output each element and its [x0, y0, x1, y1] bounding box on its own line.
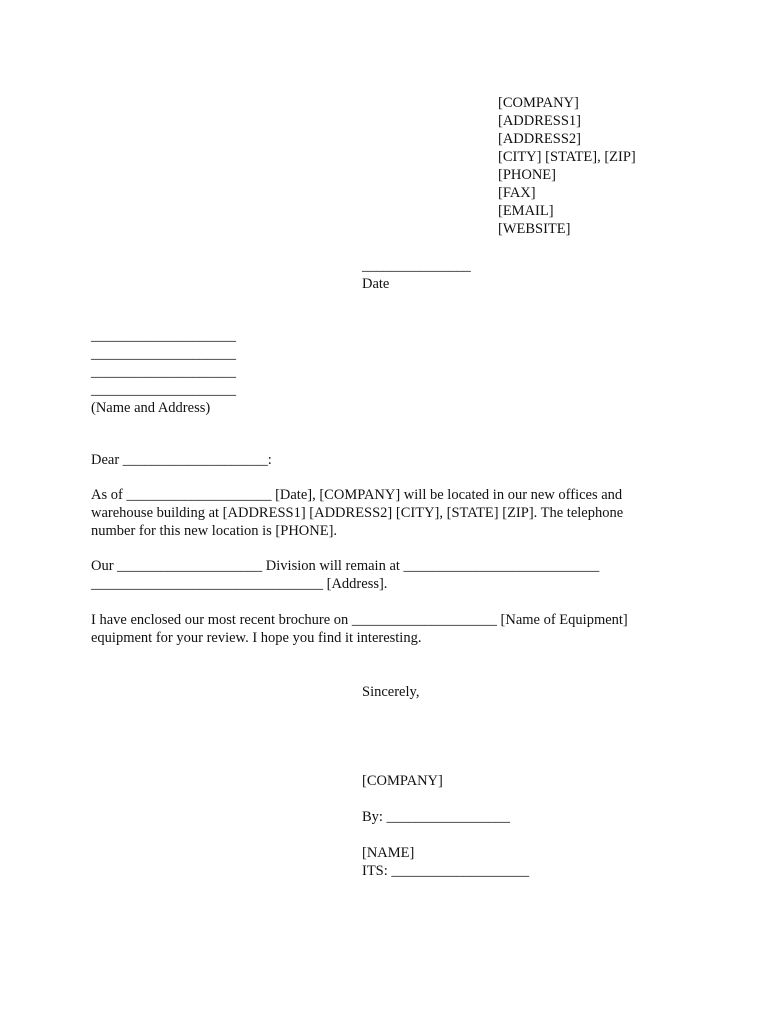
signature-its-text: ITS: ___________________: [362, 863, 530, 879]
body-paragraph-1: As of ____________________ [Date], [COMPANY] will be located in our new offices and warehouse building at [ADDRESS1] [ADDRESS2] [CITY], [STATE] [ZIP]. The telephone number for this new location is [PHONE].: [91, 487, 624, 539]
recipient-blank-line: ____________________: [91, 328, 236, 344]
salutation-text: Dear ____________________:: [91, 452, 272, 468]
body-paragraph-2-line-2: ________________________________ [Address].: [91, 576, 388, 592]
recipient-blank-line: ____________________: [91, 382, 236, 398]
body-paragraph-2: [91, 557, 671, 593]
signature-company: [362, 772, 443, 790]
letterhead-website: [WEBSITE]: [498, 221, 571, 237]
recipient-blank-line: ____________________: [91, 346, 236, 362]
signature-company-text: [COMPANY]: [362, 773, 443, 789]
letterhead-email: [EMAIL]: [498, 203, 554, 219]
recipient-block: [91, 327, 236, 417]
letterhead-address1: [ADDRESS1]: [498, 113, 581, 129]
body-paragraph-2-line-1: Our ____________________ Division will remain at ___________________________: [91, 558, 600, 574]
letterhead-fax: [FAX]: [498, 185, 536, 201]
signature-name-block: [362, 844, 529, 880]
closing-text: Sincerely,: [362, 684, 420, 700]
date-block: [362, 257, 471, 293]
signature-by: [362, 808, 510, 826]
signature-by-text: By: _________________: [362, 809, 510, 825]
recipient-blank-line: ____________________: [91, 364, 236, 380]
letterhead-company: [COMPANY]: [498, 95, 579, 111]
letterhead: [498, 94, 636, 238]
signature-name-text: [NAME]: [362, 845, 415, 861]
letterhead-address2: [ADDRESS2]: [498, 131, 581, 147]
body-paragraph-3: I have enclosed our most recent brochure on ____________________ [Name of Equipment] equipment for your review. I hope you find it interesting.: [91, 612, 628, 646]
closing: [362, 683, 419, 701]
letterhead-phone: [PHONE]: [498, 167, 556, 183]
date-blank: _______________: [362, 258, 471, 274]
date-label: Date: [362, 276, 390, 292]
letterhead-city-state-zip: [CITY] [STATE], [ZIP]: [498, 149, 636, 165]
recipient-label: (Name and Address): [91, 400, 211, 416]
salutation: [91, 451, 272, 469]
